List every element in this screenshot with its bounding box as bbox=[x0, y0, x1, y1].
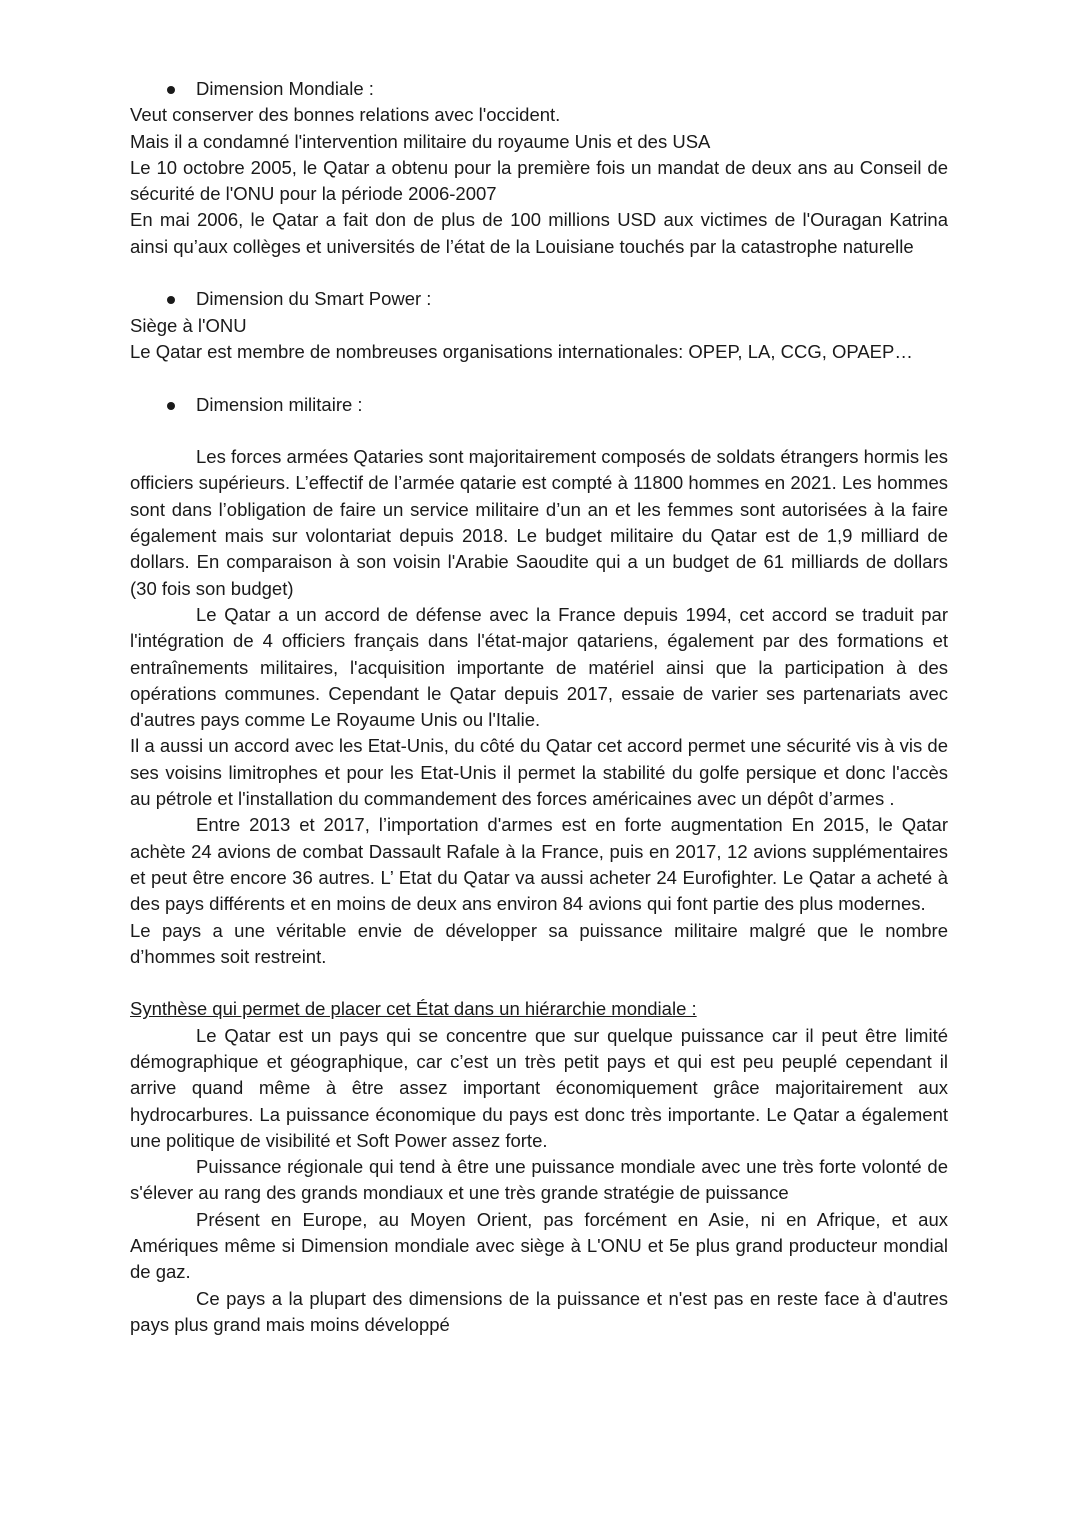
paragraph-siege-onu: Siège à l'ONU bbox=[130, 314, 247, 336]
bullet-dot-icon bbox=[167, 402, 175, 410]
paragraph-accord-france: Le Qatar a un accord de défense avec la France depuis 1994, cet accord se traduit par l'intégration de 4 officiers français dans l'état-major qatariens, également par des formations et entraînements militaires, l'acquisition importante de matériel ainsi que la participation à des opérations communes. Cependant le Qatar depuis 2017, essaie de varier ses partenariats avec d'autres pays comme Le Royaume Unis ou l'Italie. bbox=[130, 603, 948, 731]
paragraph-organisations: Le Qatar est membre de nombreuses organisations internationales: OPEP, LA, CCG, OPAEP… bbox=[130, 340, 913, 362]
heading-synthese: Synthèse qui permet de placer cet État dans un hiérarchie mondiale : bbox=[130, 998, 697, 1020]
paragraph-katrina: En mai 2006, le Qatar a fait don de plus de 100 millions USD aux victimes de l'Ouragan Katrina ainsi qu’aux collèges et universités de l’état de la Louisiane touchés par la catastrophe naturelle bbox=[130, 209, 948, 257]
paragraph-synthese-4: Ce pays a la plupart des dimensions de la puissance et n'est pas en reste face à d'autres pays plus grand mais moins développé bbox=[130, 1287, 948, 1335]
paragraph-importation-armes: Entre 2013 et 2017, l’importation d'armes est en forte augmentation En 2015, le Qatar achète 24 avions de combat Dassault Rafale à la France, puis en 2017, 12 avions supplémentaires et peut être encore 36 autres. L’ Etat du Qatar va aussi acheter 24 Eurofighter. Le Qatar a acheté à des pays différents et en moins de deux ans environ 84 avions qui font partie des plus modernes. bbox=[130, 814, 948, 915]
bullet-dimension-militaire bbox=[130, 392, 948, 418]
heading-smart-power: Dimension du Smart Power : bbox=[196, 288, 432, 310]
spacer bbox=[130, 970, 948, 996]
paragraph-envie-militaire: Le pays a une véritable envie de développer sa puissance militaire malgré que le nombre d’hommes soit restreint. bbox=[130, 919, 948, 967]
spacer bbox=[130, 365, 948, 391]
heading-dimension-mondiale: Dimension Mondiale : bbox=[196, 78, 374, 99]
bullet-smart-power bbox=[130, 286, 948, 312]
bullet-dot-icon bbox=[167, 296, 175, 304]
paragraph-synthese-1: Le Qatar est un pays qui se concentre que sur quelque puissance car il peut être limité démographique et géographique, car c’est un très petit pays et qui est peu peuplé cependant il arrive quand même à être assez important économiquement grâce majoritairement aux hydrocarbures. La puissance économique du pays est donc très importante. Le Qatar a également une politique de visibilité et Soft Power assez forte. bbox=[130, 1024, 948, 1151]
paragraph-synthese-3: Présent en Europe, au Moyen Orient, pas forcément en Asie, ni en Afrique, et aux Amériques même si Dimension mondiale avec siège à L'ONU et 5e plus grand producteur mondial de gaz. bbox=[130, 1208, 948, 1283]
paragraph-occident: Veut conserver des bonnes relations avec l'occident. bbox=[130, 104, 561, 126]
paragraph-synthese-2: Puissance régionale qui tend à être une puissance mondiale avec une très forte volonté de s'élever au rang des grands mondiaux et une très grande stratégie de puissance bbox=[130, 1156, 948, 1204]
paragraph-accord-usa: Il a aussi un accord avec les Etat-Unis, du côté du Qatar cet accord permet une sécurité vis à vis de ses voisins limitrophes et pour les Etat-Unis il permet la stabilité du golfe persique et donc l'accès au pétrole et l'installation du commandement des forces américaines avec un dépôt d’armes . bbox=[130, 735, 948, 810]
bullet-dot-icon bbox=[167, 86, 175, 94]
heading-dimension-militaire: Dimension militaire : bbox=[196, 393, 363, 415]
paragraph-condamnation: Mais il a condamné l'intervention militaire du royaume Unis et des USA bbox=[130, 130, 711, 152]
spacer bbox=[130, 260, 948, 286]
paragraph-onu-mandat: Le 10 octobre 2005, le Qatar a obtenu pour la première fois un mandat de deux ans au Conseil de sécurité de l'ONU pour la période 2006-2007 bbox=[130, 156, 948, 205]
spacer bbox=[130, 418, 948, 444]
document-page bbox=[130, 76, 948, 1338]
bullet-dimension-mondiale bbox=[130, 76, 948, 102]
paragraph-forces-armees: Les forces armées Qataries sont majoritairement composés de soldats étrangers hormis les officiers supérieurs. L’effectif de l’armée qatarie est compté à 11800 hommes en 2021. Les hommes sont dans l’obligation de faire un service militaire d’un an et les femmes sont autorisées à la faire également mais sur volontariat depuis 2018. Le budget militaire du Qatar est de 1,9 milliard de dollars. En comparaison à son voisin l'Arabie Saoudite qui a un budget de 61 milliards de dollars (30 fois son budget) bbox=[130, 446, 948, 599]
